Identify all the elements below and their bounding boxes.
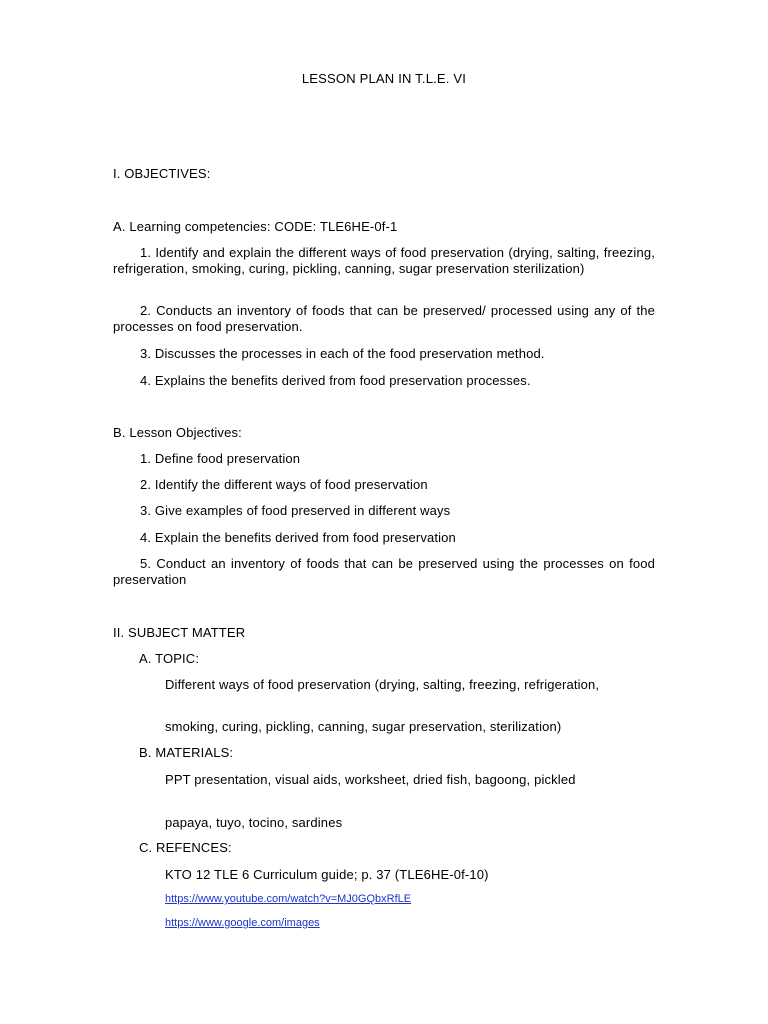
youtube-link[interactable]: https://www.youtube.com/watch?v=MJ0GQbxRfLE <box>165 893 412 905</box>
topic-text: Different ways of food preservation (drying, salting, freezing, refrigeration, <box>165 677 600 692</box>
materials-text-continued: papaya, tuyo, tocino, sardines <box>165 815 343 830</box>
competency-item: 1. Identify and explain the different ways of food preservation (drying, salting, freezing, refrigeration, smoking, curing, pickling, canning, sugar preservation sterilization) <box>113 245 655 276</box>
competency-item: 2. Conducts an inventory of foods that can be preserved/ processed using any of the processes on food preservation. <box>113 303 655 334</box>
lesson-objective-item: 4. Explain the benefits derived from food preservation <box>140 530 456 545</box>
lesson-objective-item: 1. Define food preservation <box>140 451 301 466</box>
objectives-heading: I. OBJECTIVES: <box>113 166 211 181</box>
lesson-objective-item: 5. Conduct an inventory of foods that can be preserved using the processes on food preservation <box>113 556 655 587</box>
competency-item: 3. Discusses the processes in each of the food preservation method. <box>140 346 545 361</box>
google-images-link[interactable]: https://www.google.com/images <box>165 917 320 929</box>
materials-text: PPT presentation, visual aids, worksheet, dried fish, bagoong, pickled <box>165 772 576 787</box>
lesson-objectives-heading: B. Lesson Objectives: <box>113 425 242 440</box>
topic-heading: A. TOPIC: <box>139 651 200 666</box>
competency-item: 4. Explains the benefits derived from food preservation processes. <box>140 373 531 388</box>
lesson-objective-item: 3. Give examples of food preserved in different ways <box>140 503 451 518</box>
subject-matter-heading: II. SUBJECT MATTER <box>113 625 246 640</box>
competencies-heading: A. Learning competencies: CODE: TLE6HE-0f-1 <box>113 219 398 234</box>
materials-heading: B. MATERIALS: <box>139 745 234 760</box>
lesson-objective-item: 2. Identify the different ways of food preservation <box>140 477 428 492</box>
reference-text: KTO 12 TLE 6 Curriculum guide; p. 37 (TLE6HE-0f-10) <box>165 867 489 882</box>
references-heading: C. REFENCES: <box>139 840 232 855</box>
page-title: LESSON PLAN IN T.L.E. VI <box>301 71 467 86</box>
topic-text-continued: smoking, curing, pickling, canning, sugar preservation, sterilization) <box>165 719 562 734</box>
